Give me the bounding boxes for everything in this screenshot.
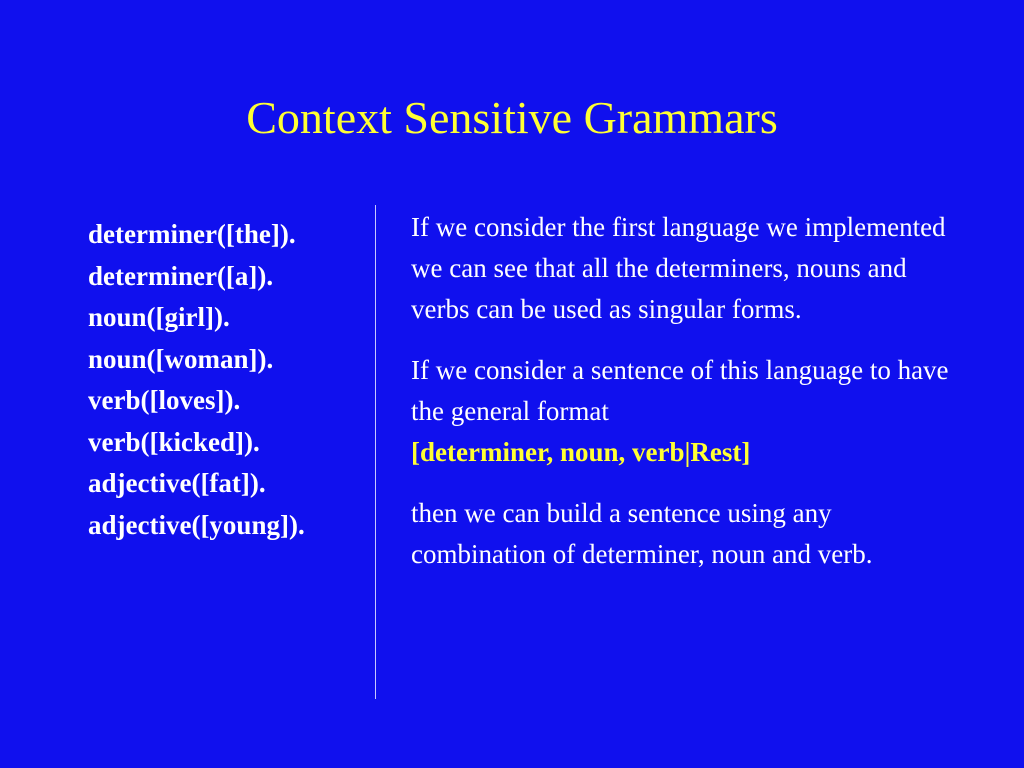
explanation-text: [411, 207, 971, 595]
fact-line: verb([kicked]).: [88, 426, 260, 457]
paragraph-1: If we consider the first language we implemented we can see that all the determiners, nouns and verbs can be used as singular forms.: [411, 212, 946, 324]
fact-line: determiner([the]).: [88, 219, 296, 249]
slide-title: Context Sensitive Grammars: [246, 92, 778, 143]
fact-line: adjective([young]).: [88, 509, 305, 540]
column-divider: [375, 205, 376, 699]
fact-line: noun([girl]).: [88, 302, 230, 332]
fact-line: determiner([a]).: [88, 260, 274, 291]
fact-line: adjective([fat]).: [88, 468, 266, 498]
fact-line: noun([woman]).: [88, 343, 274, 374]
paragraph-3: then we can build a sentence using any combination of determiner, noun and verb.: [411, 498, 873, 569]
paragraph-2-text: If we consider a sentence of this language to have the general format: [411, 355, 949, 426]
paragraph-2: [411, 350, 971, 473]
fact-line: verb([loves]).: [88, 385, 241, 415]
format-highlight: [determiner, noun, verb|Rest]: [411, 437, 751, 467]
facts-list: [88, 214, 368, 546]
